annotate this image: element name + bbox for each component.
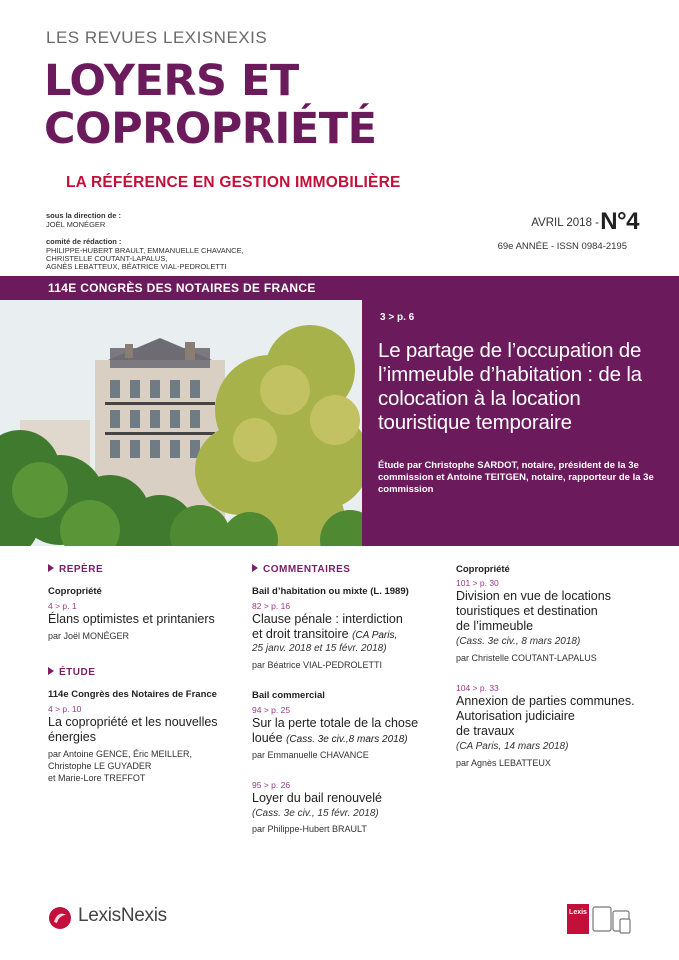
building-photo <box>0 300 362 546</box>
article-ref[interactable]: 104 > p. 33 <box>456 683 499 693</box>
article-author: Christophe LE GUYADER <box>48 761 152 771</box>
feature-ref[interactable]: 3 > p. 6 <box>380 312 415 323</box>
article-category: 114e Congrès des Notaires de France <box>48 689 217 700</box>
article-ref[interactable]: 94 > p. 25 <box>252 705 291 715</box>
article-headline[interactable]: énergies <box>48 730 96 744</box>
section-repere: REPÈRE <box>48 564 103 575</box>
triangle-icon <box>48 564 54 572</box>
brand-name: LexisNexis <box>78 905 167 926</box>
issue-meta: 69e ANNÉE - ISSN 0984-2195 <box>497 241 627 252</box>
section-etude: ÉTUDE <box>48 667 95 678</box>
article-citation: (Cass. 3e civ.,8 mars 2018) <box>286 734 408 745</box>
article-author: par Agnès LEBATTEUX <box>456 758 551 768</box>
article-category: Bail d’habitation ou mixte (L. 1989) <box>252 586 409 597</box>
committee-line: PHILIPPE-HUBERT BRAULT, EMMANUELLE CHAVANCE, <box>46 246 244 255</box>
article-citation: 25 janv. 2018 et 15 févr. 2018) <box>252 643 387 654</box>
article-headline[interactable]: Clause pénale : interdiction <box>252 612 403 626</box>
article-ref[interactable]: 82 > p. 16 <box>252 601 291 611</box>
article-headline[interactable]: de l’immeuble <box>456 619 534 633</box>
article-author: par Emmanuelle CHAVANCE <box>252 750 369 760</box>
tagline: LA RÉFÉRENCE EN GESTION IMMOBILIÈRE <box>66 174 401 191</box>
article-ref[interactable]: 4 > p. 1 <box>48 601 77 611</box>
building-illustration <box>0 300 362 546</box>
journal-title-line1: LOYERS ET <box>44 56 299 106</box>
article-citation: (CA Paris, 14 mars 2018) <box>456 741 569 752</box>
lexisnexis-logo-icon <box>48 906 72 930</box>
committee-label: comité de rédaction : <box>46 237 122 246</box>
article-category: Copropriété <box>48 586 102 597</box>
committee-line: AGNÈS LEBATTEUX, BÉATRICE VIAL-PEDROLETTI <box>46 262 227 271</box>
article-author: par Joël MONÉGER <box>48 631 130 641</box>
article-headline[interactable]: de travaux <box>456 724 515 738</box>
journal-title-line2: COPROPRIÉTÉ <box>44 104 377 154</box>
article-headline[interactable]: Autorisation judiciaire <box>456 709 575 723</box>
article-headline[interactable]: touristiques et destination <box>456 604 598 618</box>
article-ref[interactable]: 101 > p. 30 <box>456 578 499 588</box>
article-headline[interactable]: louée (Cass. 3e civ.,8 mars 2018) <box>252 731 408 745</box>
triangle-icon <box>252 564 258 572</box>
feature-study: Étude par Christophe SARDOT, notaire, président de la 3e commission et Antoine TEITGEN, notaire, rapporteur de la 3e commission <box>378 460 654 495</box>
article-citation: (CA Paris, <box>352 630 398 641</box>
feature-panel <box>362 276 679 546</box>
article-headline[interactable]: Loyer du bail renouvelé <box>252 791 382 805</box>
article-headline[interactable]: Division en vue de locations <box>456 589 611 603</box>
article-author: par Philippe-Hubert BRAULT <box>252 824 367 834</box>
article-category: Bail commercial <box>252 690 325 701</box>
issue-number: N°4 <box>600 208 639 235</box>
series-name: LES REVUES LEXISNEXIS <box>46 28 268 47</box>
committee-line: CHRISTELLE COUTANT-LAPALUS, <box>46 254 168 263</box>
feature-title[interactable]: Le partage de l’occupation de l’immeuble d’habitation : de la colocation à la location touristique temporaire <box>378 339 642 434</box>
article-headline[interactable]: Annexion de parties communes. <box>456 694 635 708</box>
article-ref[interactable]: 95 > p. 26 <box>252 780 291 790</box>
article-headline[interactable]: La copropriété et les nouvelles <box>48 715 218 729</box>
article-headline[interactable]: Élans optimistes et printaniers <box>48 612 215 626</box>
lexis-badge: Lexis <box>567 904 589 934</box>
section-commentaires: COMMENTAIRES <box>252 564 350 575</box>
article-headline[interactable]: et droit transitoire (CA Paris, <box>252 627 398 641</box>
article-citation: (Cass. 3e civ., 15 févr. 2018) <box>252 808 379 819</box>
issue-date: AVRIL 2018 - <box>531 217 599 229</box>
direction-name: JOËL MONÉGER <box>46 220 106 229</box>
article-author: et Marie-Lore TREFFOT <box>48 773 146 783</box>
article-ref[interactable]: 4 > p. 10 <box>48 704 82 714</box>
article-author: par Béatrice VIAL-PEDROLETTI <box>252 660 383 670</box>
triangle-icon <box>48 667 54 675</box>
direction-label: sous la direction de : <box>46 211 122 220</box>
article-citation: (Cass. 3e civ., 8 mars 2018) <box>456 636 581 647</box>
congres-bar: 114E CONGRÈS DES NOTAIRES DE FRANCE <box>0 276 362 300</box>
devices-icon <box>592 905 632 935</box>
article-category: Copropriété <box>456 564 510 575</box>
article-author: par Antoine GENCE, Éric MEILLER, <box>48 749 193 759</box>
article-author: par Christelle COUTANT-LAPALUS <box>456 653 597 663</box>
article-headline[interactable]: Sur la perte totale de la chose <box>252 716 419 730</box>
